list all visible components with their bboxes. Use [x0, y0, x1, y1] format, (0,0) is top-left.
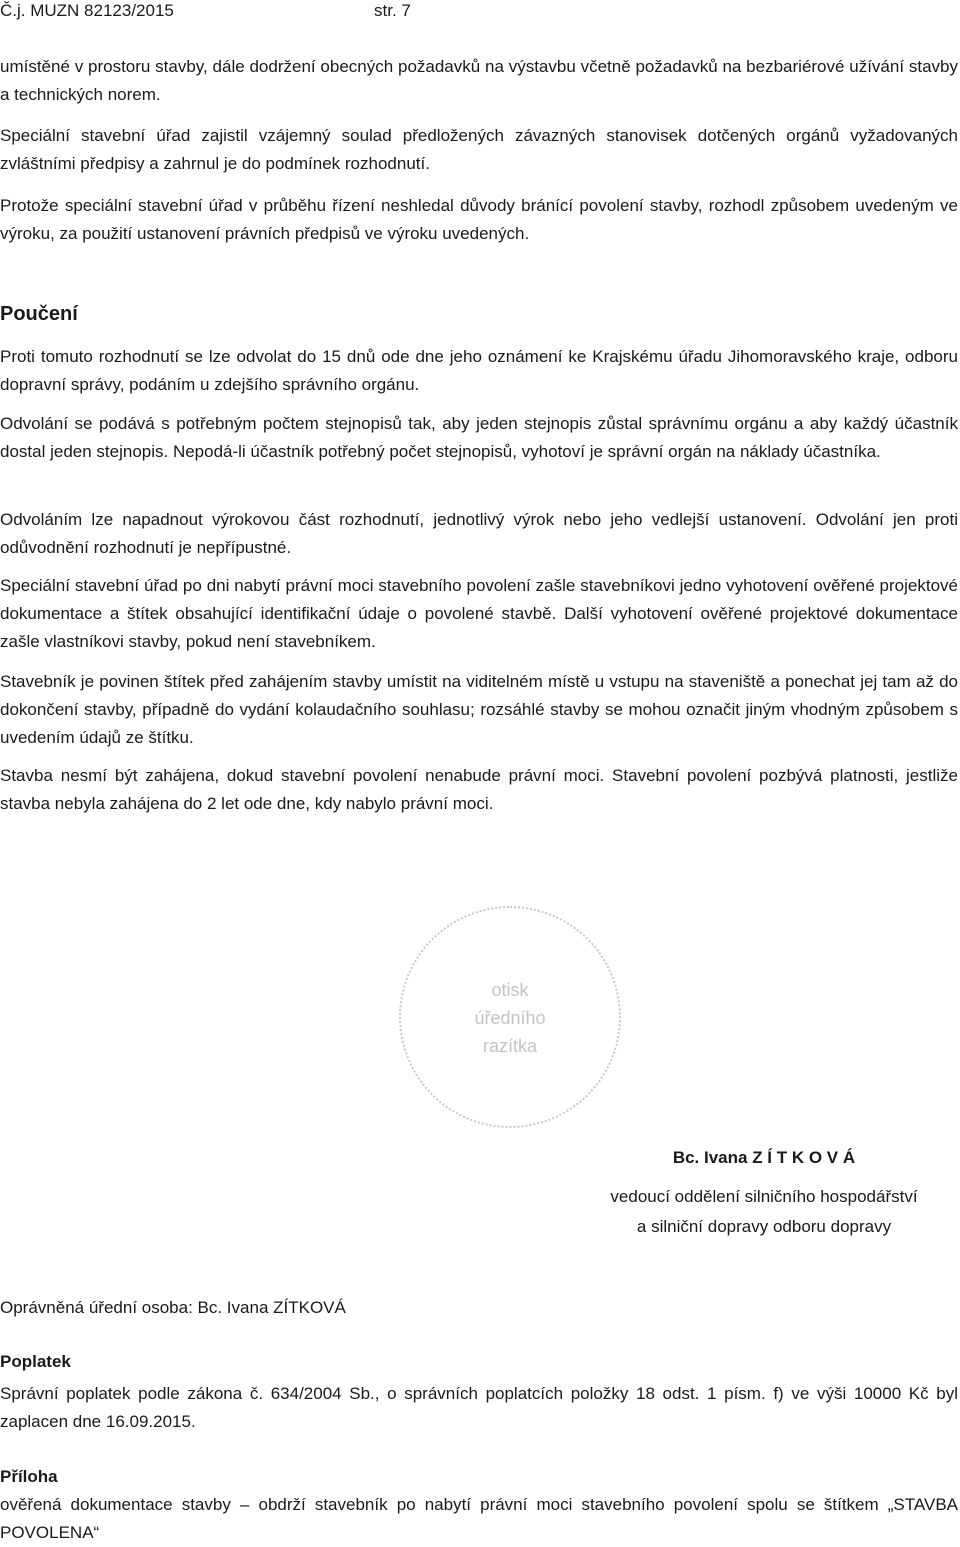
paragraph-label-placement: Stavebník je povinen štítek před zahájením stavby umístit na viditelném místě u vstupu na staveniště a ponechat jej tam až do dokončení stavby, případně do vydání kolaudačního souhlasu; rozsáhlé stavby se mohou označit jiným vhodným způsobem s uvedením údajů ze štítku. — [0, 672, 958, 748]
signatory-role-line: vedoucí oddělení silničního hospodářství — [610, 1187, 918, 1206]
paragraph-fee: Správní poplatek podle zákona č. 634/2004 Sb., o správních poplatcích položky 18 odst. 1 písm. f) ve výši 10000 Kč byl zaplacen dne 16.09.2015. — [0, 1384, 958, 1432]
official-stamp-placeholder — [399, 906, 621, 1128]
paragraph-requirements: umístěné v prostoru stavby, dále dodržení obecných požadavků na výstavbu včetně požadavků na bezbariérové užívání stavby a technických norem. — [0, 57, 958, 105]
signatory-role-line: a silniční dopravy odboru dopravy — [636, 1217, 892, 1236]
signatory-name: Bc. Ivana Z Í T K O V Á — [672, 1148, 856, 1167]
authorized-person: Oprávněná úřední osoba: Bc. Ivana ZÍTKOVÁ — [0, 1298, 346, 1317]
reference-number: Č.j. MUZN 82123/2015 — [0, 1, 174, 20]
paragraph-documentation: Speciální stavební úřad po dni nabytí právní moci stavebního povolení zašle stavebníkovi jedno vyhotovení ověřené projektové dokumentace a štítek obsahující identifikační údaje o povolené stavbě. Další vyhotovení ověřené projektové dokumentace zašle vlastníkovi stavby, pokud není stavebníkem. — [0, 576, 958, 652]
paragraph-appeal-scope: Odvoláním lze napadnout výrokovou část rozhodnutí, jednotlivý výrok nebo jeho vedlejší ustanovení. Odvolání jen proti odůvodnění rozhodnutí je nepřípustné. — [0, 510, 958, 558]
paragraph-appeal-copies: Odvolání se podává s potřebným počtem stejnopisů tak, aby jeden stejnopis zůstal správnímu orgánu a aby každý účastník dostal jeden stejnopis. Nepodá-li účastník potřebný počet stejnopisů, vyhotoví je správní orgán na náklady účastníka. — [0, 414, 958, 462]
stamp-text-line: razítka — [482, 1036, 538, 1056]
paragraph-appeal-right: Proti tomuto rozhodnutí se lze odvolat do 15 dnů ode dne jeho oznámení ke Krajskému úřadu Jihomoravského kraje, odboru dopravní správy, podáním u zdejšího správního orgánu. — [0, 347, 958, 395]
section-heading-pouceni: Poučení — [0, 303, 78, 325]
stamp-text-line: otisk — [491, 980, 529, 1000]
section-heading-fee: Poplatek — [0, 1352, 71, 1371]
signatory-role — [568, 1182, 960, 1242]
paragraph-attachment: ověřená dokumentace stavby – obdrží stavebník po nabytí právní moci stavebního povolení spolu se štítkem „STAVBA POVOLENA“ — [0, 1495, 958, 1543]
stamp-text-line: úředního — [474, 1008, 546, 1028]
page-number: str. 7 — [374, 1, 411, 20]
paragraph-coordination: Speciální stavební úřad zajistil vzájemný soulad předložených závazných stanovisek dotčených orgánů vyžadovaných zvláštními předpisy a zahrnul je do podmínek rozhodnutí. — [0, 126, 958, 174]
paragraph-decision: Protože speciální stavební úřad v průběhu řízení neshledal důvody bránící povolení stavby, rozhodl způsobem uvedeným ve výroku, za použití ustanovení právních předpisů ve výroku uvedených. — [0, 196, 958, 244]
section-heading-attachment: Příloha — [0, 1467, 58, 1486]
paragraph-permit-validity: Stavba nesmí být zahájena, dokud stavební povolení nenabude právní moci. Stavební povolení pozbývá platnosti, jestliže stavba nebyla zahájena do 2 let ode dne, kdy nabylo právní moci. — [0, 766, 958, 814]
